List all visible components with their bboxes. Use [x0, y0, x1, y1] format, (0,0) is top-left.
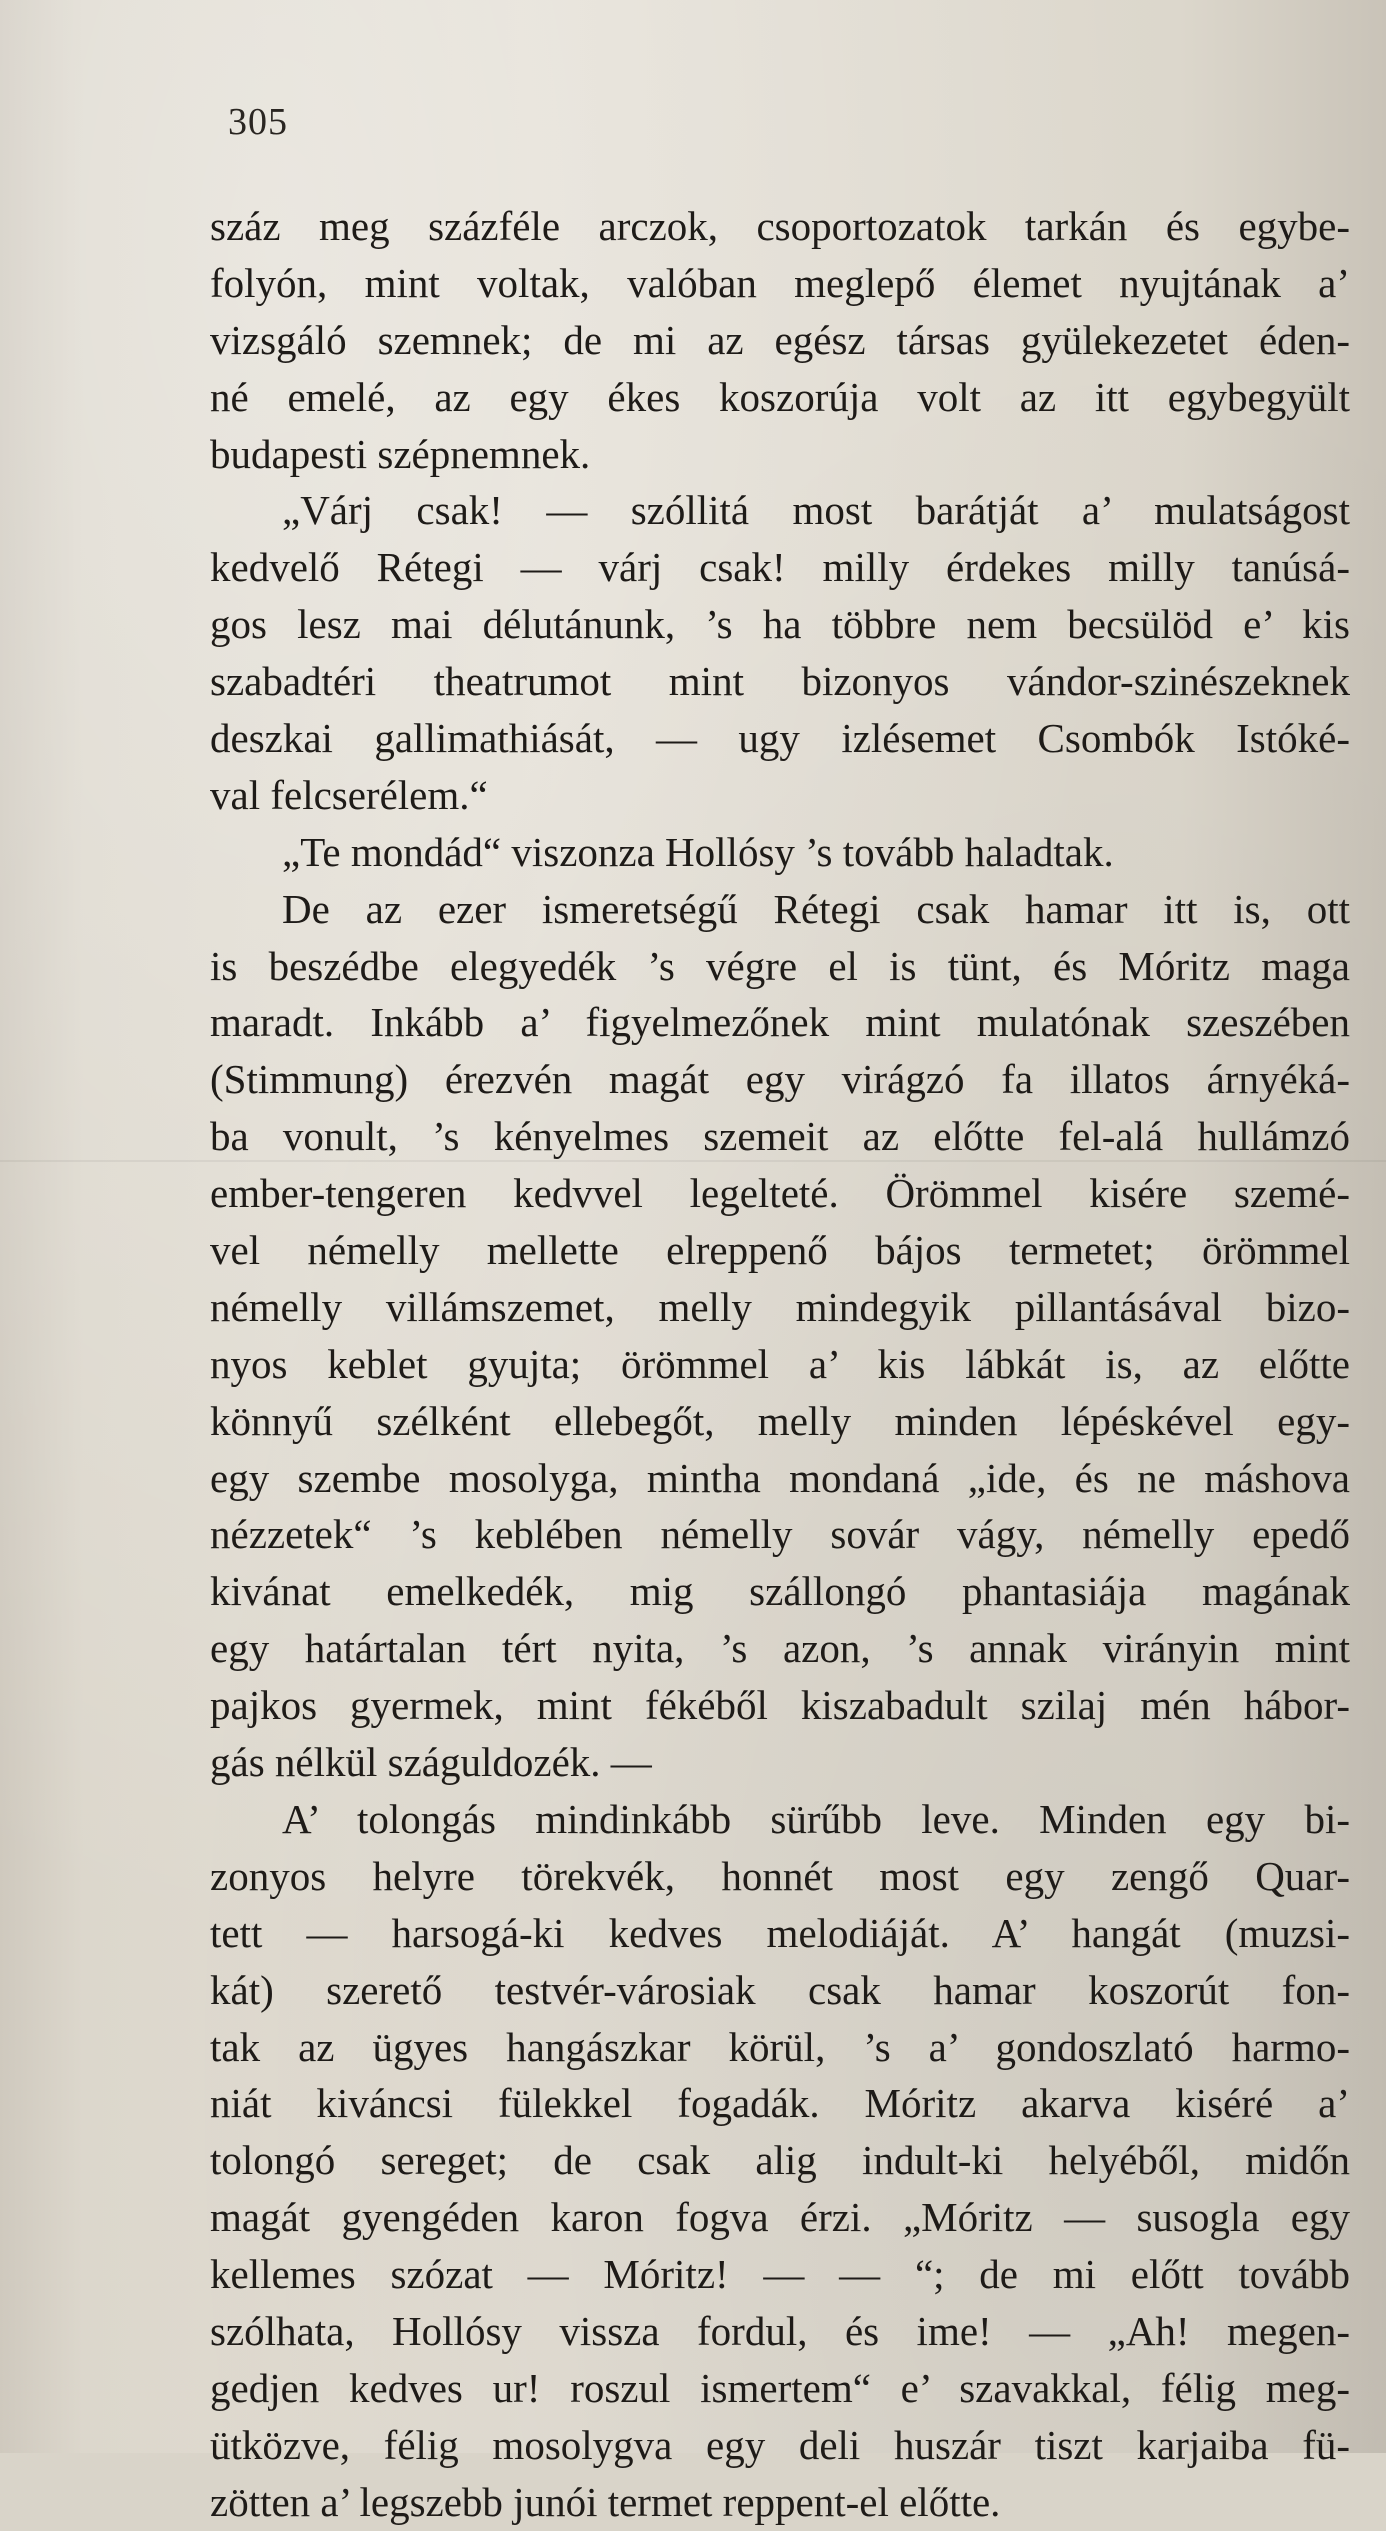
body-text — [210, 198, 1350, 2531]
text-line: nézzetek“ ’s keblében némelly sovár vágy, némelly epedő — [210, 1511, 1350, 1558]
text-line: vizsgáló szemnek; de mi az egész társas gyülekezetet éden- — [210, 316, 1350, 363]
text-line: száz meg százféle arczok, csoportozatok tarkán és egybe- — [210, 203, 1350, 249]
text-line: egy határtalan tért nyita, ’s azon, ’s annak virányin mint — [210, 1625, 1350, 1672]
text-line: ba vonult, ’s kényelmes szemeit az előtte fel-alá hullámzó — [210, 1113, 1350, 1160]
text-line: maradt. Inkább a’ figyelmezőnek mint mulatónak szeszében — [210, 999, 1350, 1046]
text-line: tolongó sereget; de csak alig indult-ki helyéből, midőn — [210, 2137, 1350, 2184]
text-line: niát kiváncsi fülekkel fogadák. Móritz akarva kiséré a’ — [210, 2080, 1350, 2127]
text-line: De az ezer ismeretségű Rétegi csak hamar itt is, ott — [282, 885, 1350, 932]
text-line: kedvelő Rétegi — várj csak! milly érdekes milly tanúsá- — [210, 544, 1350, 591]
text-line: egy szembe mosolyga, mintha mondaná „ide, és ne máshova — [210, 1454, 1350, 1501]
text-line: val felcserélem.“ — [210, 771, 488, 818]
text-line: né emelé, az egy ékes koszorúja volt az itt egybegyült — [210, 373, 1350, 420]
text-line: (Stimmung) érezvén magát egy virágzó fa illatos árnyéká- — [210, 1056, 1350, 1103]
text-line: tak az ügyes hangászkar körül, ’s a’ gondoszlató harmo- — [210, 2023, 1350, 2070]
text-line: kivánat emelkedék, mig szállongó phantasiája magának — [210, 1568, 1350, 1615]
text-line: tett — harsogá-ki kedves melodiáját. A’ hangát (muzsi- — [210, 1909, 1350, 1956]
text-line: kát) szerető testvér-városiak csak hamar koszorút fon- — [210, 1966, 1350, 2013]
text-line: nyos keblet gyujta; örömmel a’ kis lábkát is, az előtte — [210, 1340, 1350, 1387]
text-line: némelly villámszemet, melly mindegyik pillantásával bizo- — [210, 1283, 1350, 1330]
text-line: deszkai gallimathiását, — ugy izlésemet Csombók Istóké- — [210, 715, 1350, 762]
text-line: is beszédbe elegyedék ’s végre el is tünt, és Móritz maga — [210, 942, 1350, 989]
text-line: zonyos helyre törekvék, honnét most egy zengő Quar- — [210, 1852, 1350, 1899]
text-line: kellemes szózat — Móritz! — — “; de mi előtt tovább — [210, 2251, 1350, 2298]
text-line: gedjen kedves ur! roszul ismertem“ e’ szavakkal, félig meg- — [210, 2364, 1350, 2411]
text-line: ütközve, félig mosolygva egy deli huszár tiszt karjaiba fü- — [210, 2421, 1350, 2468]
text-line: „Várj csak! — szóllitá most barátját a’ mulatságost — [282, 487, 1350, 534]
text-line: „Te mondád“ viszonza Hollósy ’s tovább haladtak. — [282, 828, 1114, 875]
page-number: 305 — [228, 101, 288, 143]
text-line: folyón, mint voltak, valóban meglepő élemet nyujtának a’ — [210, 259, 1350, 306]
text-line: gás nélkül száguldozék. — — [210, 1739, 652, 1786]
text-line: magát gyengéden karon fogva érzi. „Móritz — susogla egy — [210, 2194, 1350, 2241]
text-line: szabadtéri theatrumot mint bizonyos vándor-szinészeknek — [210, 658, 1350, 705]
text-line: könnyű szélként ellebegőt, melly minden lépéskével egy- — [210, 1397, 1350, 1444]
text-line: zötten a’ legszebb junói termet reppent-el előtte. — [210, 2478, 1001, 2525]
text-line: szólhata, Hollósy vissza fordul, és ime! — „Ah! megen- — [210, 2307, 1350, 2354]
text-line: budapesti szépnemnek. — [210, 430, 591, 477]
text-line: vel némelly mellette elreppenő bájos termetet; örömmel — [210, 1227, 1350, 1274]
text-line: A’ tolongás mindinkább sürűbb leve. Minden egy bi- — [282, 1795, 1350, 1842]
text-line: ember-tengeren kedvvel legelteté. Örömmel kisére szemé- — [210, 1170, 1350, 1217]
text-line: gos lesz mai délutánunk, ’s ha többre nem becsülöd e’ kis — [210, 601, 1350, 648]
text-line: pajkos gyermek, mint fékéből kiszabadult szilaj mén hábor- — [210, 1682, 1350, 1729]
